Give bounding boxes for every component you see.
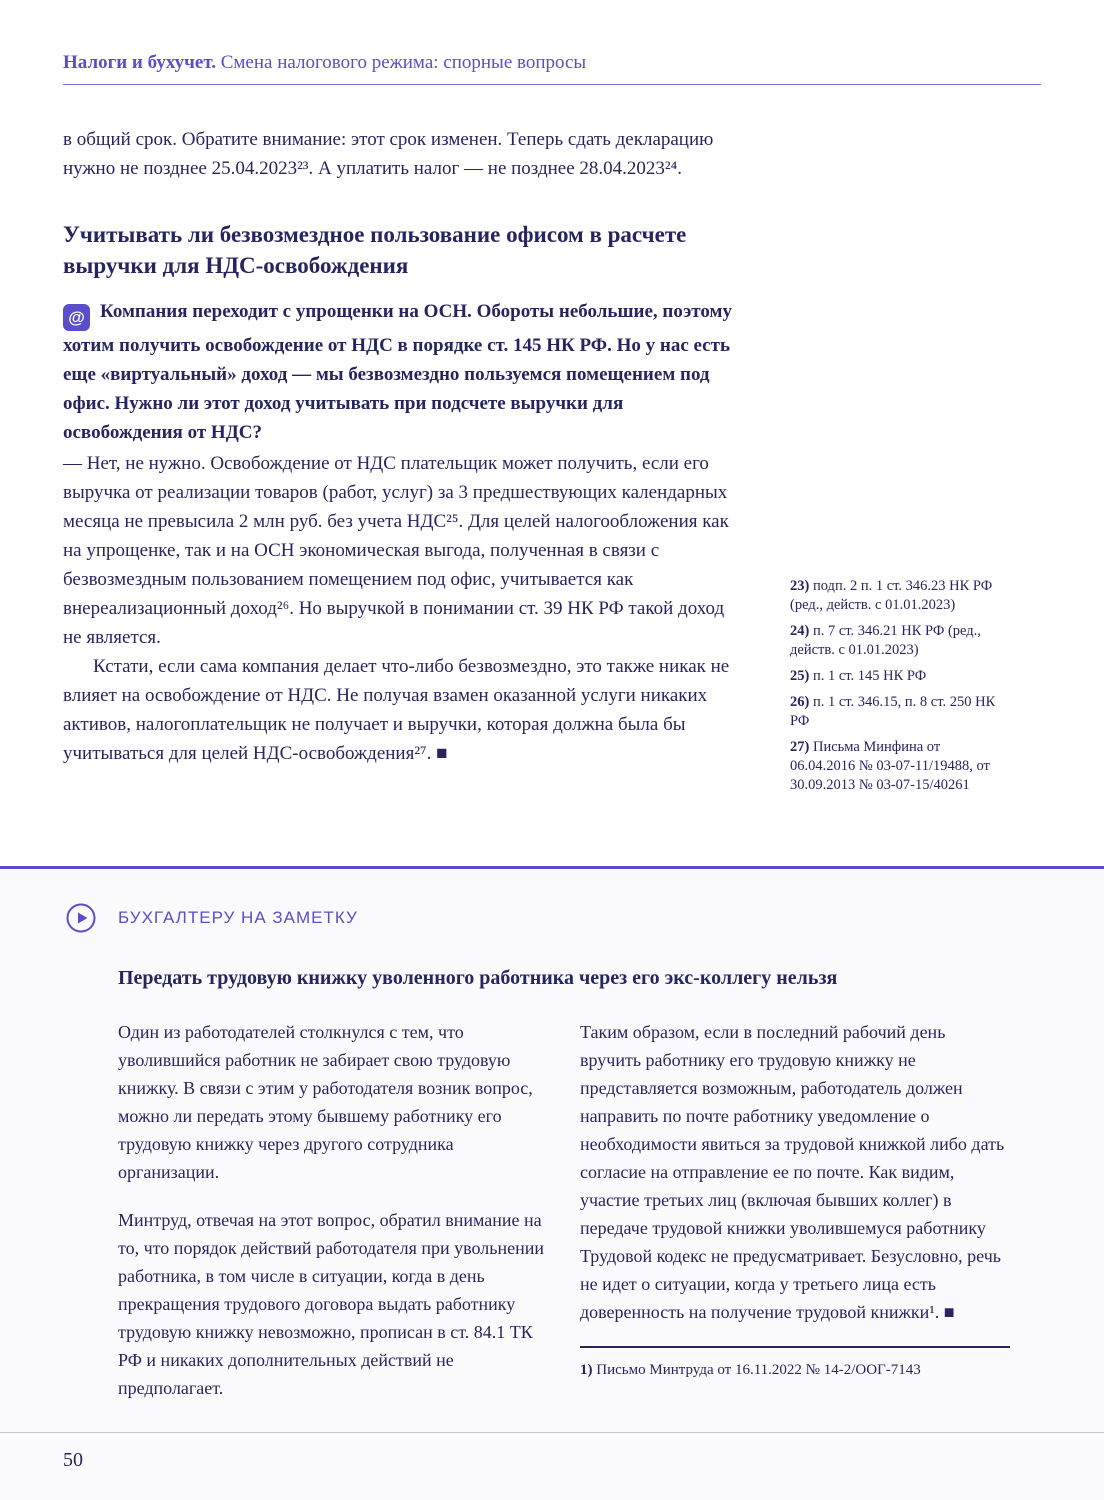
footnote-number: 25) [790, 668, 810, 684]
note-columns [0, 992, 1104, 1422]
note-paragraph: Таким образом, если в последний рабочий день вручить работнику его трудовую книжку не представляется возможным, работодатель должен направить по почте работнику уведомление о необходимости явиться за трудовой книжкой либо дать согласие на отправление ее по почте. Как видим, участие третьих лиц (включая бывших коллег) в передаче трудовой книжки уволившемуся работнику Трудовой кодекс не предусматривает. Безусловно, речь не идет о ситуации, когда у третьего лица есть доверенность на получение трудовой книжки¹. ■ [580, 1022, 1005, 1322]
article-area [0, 85, 1104, 802]
play-icon [66, 903, 96, 933]
article-main-column [63, 125, 743, 802]
margin-notes [790, 125, 1008, 802]
answer-paragraph-1: — Нет, не нужно. Освобождение от НДС плательщик может получить, если его выручка от реализации товаров (работ, услуг) за 3 предшествующих календарных месяца не превысила 2 млн руб. без учета НДС²⁵. Для целей налогообложения как на упрощенке, так и на ОСН экономическая выгода, полученная в связи с безвозмездным пользованием помещением под офис, учитывается как внереализационный доход²⁶. Но выручкой в понимании ст. 39 НК РФ такой доход не является. [63, 453, 729, 648]
running-head-topic: Смена налогового режима: спорные вопросы [215, 52, 587, 73]
footnote-text: п. 1 ст. 145 НК РФ [812, 668, 927, 684]
note-footnote [580, 1360, 1010, 1380]
note-section-header [0, 869, 1104, 933]
note-paragraph: Один из работодателей столкнулся с тем, что уволившийся работник не забирает свою трудовую книжку. В связи с этим у работодателя возник вопрос, можно ли передать этому бывшему работнику его трудовую книжку через другого сотрудника организации. [118, 1022, 533, 1182]
footnote-text: Письма Минфина от 06.04.2016 № 03-07-11/19488, от 30.09.2013 № 03-07-15/40261 [790, 739, 990, 793]
note-title: Передать трудовую книжку уволенного работника через его экс-коллегу нельзя [118, 967, 838, 989]
header-rule [63, 84, 1041, 85]
running-head-section: Налоги и бухучет. [63, 52, 216, 73]
question-text: Компания переходит с упрощенки на ОСН. Обороты небольшие, поэтому хотим получить освобождение от НДС в порядке ст. 145 НК РФ. Но у нас есть еще «виртуальный» доход — мы безвозмездно пользуемся помещением под офис. Нужно ли этот доход учитывать при подсчете выручки для освобождения от НДС? [63, 301, 732, 443]
footnote-rule [580, 1346, 1010, 1348]
margin-note [790, 667, 1004, 686]
at-icon: @ [63, 304, 90, 331]
page-number: 50 [63, 1449, 83, 1471]
answer-paragraph-2: Кстати, если сама компания делает что-либо безвозмездно, это также никак не влияет на освобождение от НДС. Не получая взамен оказанной услуги никаких активов, налогоплательщик не получает и выручки, которая должна была бы учитываться для целей НДС-освобождения²⁷. ■ [63, 656, 730, 764]
running-head [0, 0, 1104, 74]
question-block [63, 297, 743, 447]
note-paragraph: Минтруд, отвечая на этот вопрос, обратил внимание на то, что порядок действий работодателя при увольнении работника, в том числе в ситуации, когда в день прекращения трудового договора выдать работнику трудовую книжку невозможно, прописан в ст. 84.1 ТК РФ и никаких дополнительных действий не предполагает. [118, 1210, 544, 1398]
footnote-text: п. 1 ст. 346.15, п. 8 ст. 250 НК РФ [790, 694, 996, 729]
note-band [0, 866, 1104, 1500]
footnote-number: 23) [790, 578, 810, 594]
note-column-left [118, 1018, 548, 1422]
footnote-number: 1) [580, 1362, 593, 1378]
intro-paragraph: в общий срок. Обратите внимание: этот срок изменен. Теперь сдать декларацию нужно не позднее 25.04.2023²³. А уплатить налог — не позднее 28.04.2023²⁴. [63, 129, 714, 179]
footnote-number: 24) [790, 623, 810, 639]
margin-note [790, 693, 1004, 731]
footnote-text: п. 7 ст. 346.21 НК РФ (ред., действ. с 01.01.2023) [790, 623, 981, 658]
note-section [0, 869, 1104, 1422]
margin-note [790, 622, 1004, 660]
margin-note [790, 738, 1004, 795]
footnote-text: Письмо Минтруда от 16.11.2022 № 14-2/ООГ-7143 [596, 1362, 921, 1378]
margin-note [790, 577, 1004, 615]
note-section-label: БУХГАЛТЕРУ НА ЗАМЕТКУ [118, 908, 358, 927]
footnote-number: 27) [790, 739, 810, 755]
footnote-number: 26) [790, 694, 810, 710]
note-column-right [580, 1018, 1010, 1422]
footnote-text: подп. 2 п. 1 ст. 346.23 НК РФ (ред., действ. с 01.01.2023) [790, 578, 993, 613]
page-footer [0, 1432, 1104, 1500]
article-heading: Учитывать ли безвозмездное пользование офисом в расчете выручки для НДС-освобождения [63, 222, 687, 278]
